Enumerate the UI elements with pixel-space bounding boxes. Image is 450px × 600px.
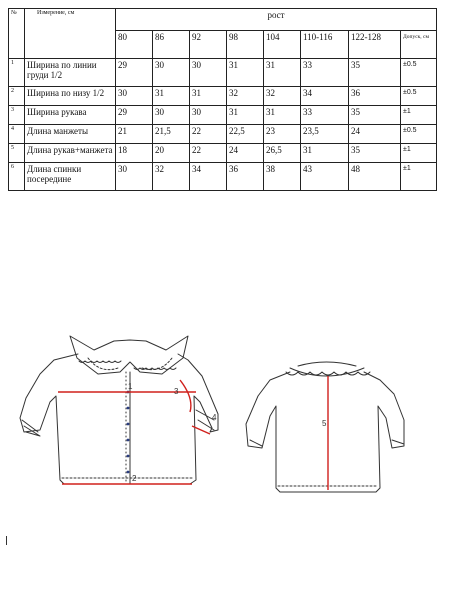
tolerance-cell: ±1 <box>401 106 437 125</box>
size-80: 80 <box>116 31 153 59</box>
measurement-lines <box>58 376 328 490</box>
cell: 31 <box>227 106 264 125</box>
cell: 31 <box>190 87 227 106</box>
table-row <box>9 163 437 191</box>
cell: 29 <box>116 106 153 125</box>
cell: 34 <box>301 87 349 106</box>
cell: 36 <box>227 163 264 191</box>
table-row <box>9 87 437 106</box>
row-name: Длина манжеты <box>25 125 116 144</box>
size-122-128: 122-128 <box>349 31 401 59</box>
cell: 30 <box>116 163 153 191</box>
cell: 21,5 <box>153 125 190 144</box>
tolerance-cell: ±0.5 <box>401 59 437 87</box>
cell: 26,5 <box>264 144 301 163</box>
header-measurement: Измерение, см <box>25 9 116 59</box>
cell: 30 <box>153 59 190 87</box>
tolerance-cell: ±0.5 <box>401 87 437 106</box>
row-name: Длина спинки посередине <box>25 163 116 191</box>
label-5: 5 <box>322 419 327 428</box>
cell: 38 <box>264 163 301 191</box>
cell: 22 <box>190 144 227 163</box>
tolerance-cell: ±1 <box>401 163 437 191</box>
cell: 31 <box>227 59 264 87</box>
row-name: Длина рукав+манжета <box>25 144 116 163</box>
cell: 36 <box>349 87 401 106</box>
cell: 35 <box>349 59 401 87</box>
row-name: Ширина по низу 1/2 <box>25 87 116 106</box>
front-buttons <box>127 391 130 474</box>
table-header-row <box>9 9 437 31</box>
line-3 <box>180 380 191 412</box>
cell: 35 <box>349 144 401 163</box>
size-92: 92 <box>190 31 227 59</box>
size-86: 86 <box>153 31 190 59</box>
cell: 35 <box>349 106 401 125</box>
cell: 43 <box>301 163 349 191</box>
cell: 31 <box>264 106 301 125</box>
table-row <box>9 144 437 163</box>
cell: 22 <box>190 125 227 144</box>
size-110-116: 110-116 <box>301 31 349 59</box>
size-chart-table <box>8 8 437 191</box>
row-number: 3 <box>9 106 25 125</box>
cell: 34 <box>190 163 227 191</box>
cell: 30 <box>153 106 190 125</box>
cell: 21 <box>116 125 153 144</box>
cell: 30 <box>190 106 227 125</box>
table-row <box>9 59 437 87</box>
header-tolerance: Допуск, см <box>401 31 437 59</box>
cell: 31 <box>264 59 301 87</box>
header-number: № <box>9 9 25 59</box>
cell: 20 <box>153 144 190 163</box>
tolerance-cell: ±0.5 <box>401 125 437 144</box>
label-1: 1 <box>128 382 133 391</box>
cell: 33 <box>301 106 349 125</box>
row-name: Ширина по линии груди 1/2 <box>25 59 116 87</box>
header-growth: рост <box>116 9 437 31</box>
cell: 48 <box>349 163 401 191</box>
label-4: 4 <box>212 413 217 422</box>
cell: 32 <box>264 87 301 106</box>
cell: 32 <box>153 163 190 191</box>
garment-sketch <box>0 300 450 530</box>
row-number: 5 <box>9 144 25 163</box>
cell: 30 <box>190 59 227 87</box>
label-2: 2 <box>132 474 137 483</box>
size-98: 98 <box>227 31 264 59</box>
cell: 31 <box>153 87 190 106</box>
cell: 23 <box>264 125 301 144</box>
cell: 29 <box>116 59 153 87</box>
size-104: 104 <box>264 31 301 59</box>
front-blouse-drawing <box>20 336 218 484</box>
table-row <box>9 125 437 144</box>
row-number: 2 <box>9 87 25 106</box>
cell: 22,5 <box>227 125 264 144</box>
row-number: 6 <box>9 163 25 191</box>
text-cursor <box>6 536 7 545</box>
cell: 24 <box>349 125 401 144</box>
row-number: 4 <box>9 125 25 144</box>
cell: 24 <box>227 144 264 163</box>
table-row <box>9 106 437 125</box>
row-name: Ширина рукава <box>25 106 116 125</box>
cell: 32 <box>227 87 264 106</box>
cell: 18 <box>116 144 153 163</box>
cell: 31 <box>301 144 349 163</box>
cell: 23,5 <box>301 125 349 144</box>
tolerance-cell: ±1 <box>401 144 437 163</box>
row-number: 1 <box>9 59 25 87</box>
label-3: 3 <box>174 387 179 396</box>
cell: 33 <box>301 59 349 87</box>
cell: 30 <box>116 87 153 106</box>
